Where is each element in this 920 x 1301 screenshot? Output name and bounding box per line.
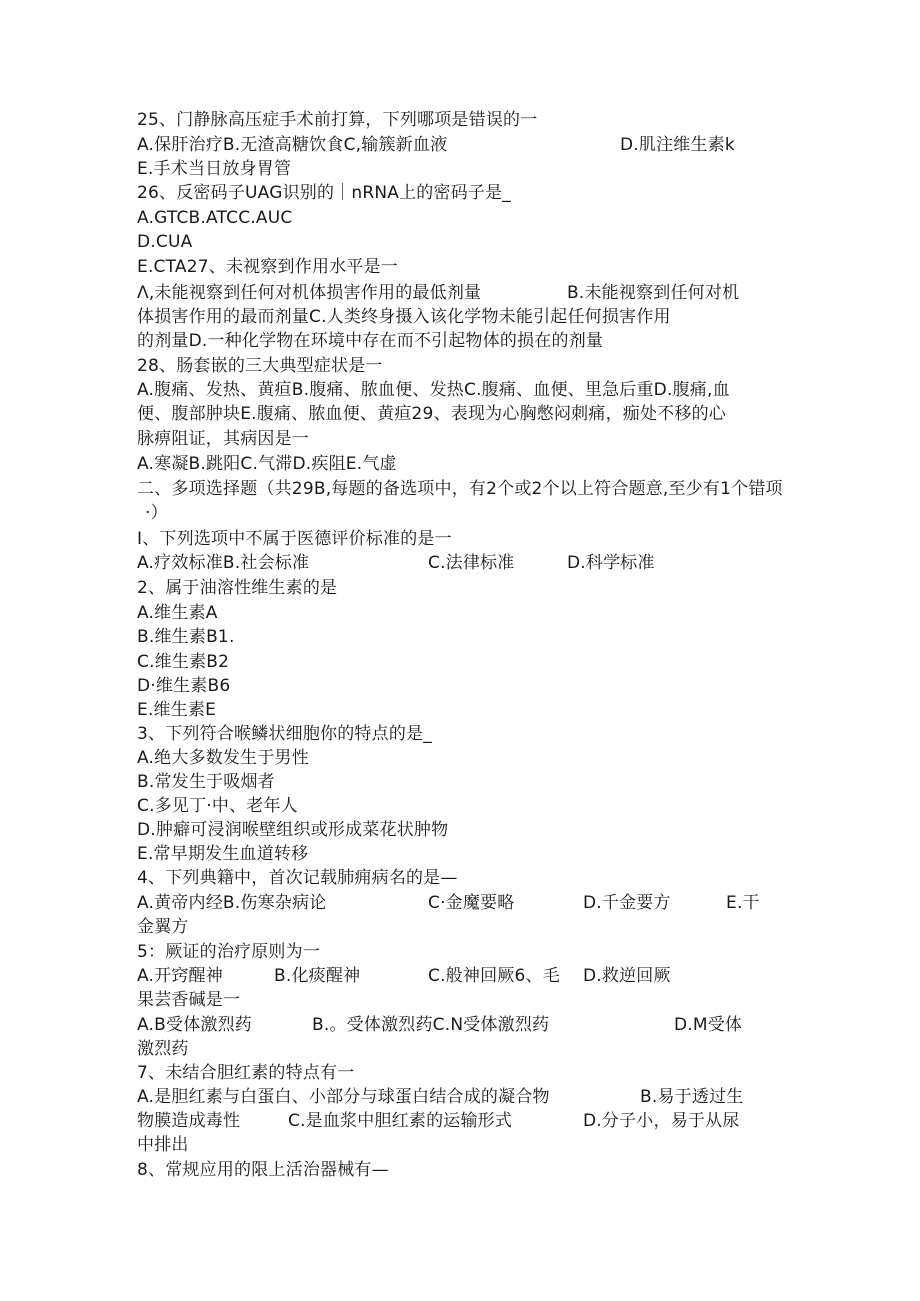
text-segment: 金翼方: [137, 917, 189, 937]
text-segment: D.分子小，易于从尿: [583, 1111, 740, 1131]
section-heading: [137, 477, 783, 501]
mc-question-3-options: [137, 770, 275, 794]
text-segment: 3、下列符合喉鳞状细胞你的特点的是_: [137, 724, 432, 744]
text-segment: D.救逆回厥: [583, 966, 671, 986]
question-25-options: [137, 157, 292, 181]
text-segment: 脉痹阻证，其病因是一: [137, 429, 309, 449]
mc-question-2-options: [137, 625, 235, 649]
mc-question-4-options: [137, 915, 189, 939]
text-segment: 5：厥证的治疗原则为一: [137, 942, 321, 962]
text-segment: D.肌注维生素k: [620, 135, 735, 155]
text-segment: 二、多项选择题（共29B,每题的备选项中，有2个或2个以上符合题意,至少有1个错项: [137, 479, 783, 499]
mc-question-1-options: [137, 551, 655, 575]
question-27-options: [137, 281, 740, 305]
text-segment: 激烈药: [137, 1039, 189, 1059]
text-segment: D.千金要方: [583, 893, 671, 913]
text-segment: B.。受体激烈药C.N受体激烈药: [312, 1015, 550, 1035]
text-segment: E.CTA27、未视察到作用水平是一: [137, 257, 398, 277]
text-segment: 便、腹部肿块E.腹痛、脓血便、黄疸29、表现为心胸憋闷刺痛，痂处不移的心: [137, 404, 726, 424]
text-segment: 果芸香碱是一: [137, 990, 241, 1010]
text-segment: A.腹痛、发热、黄疸B.腹痛、脓血便、发热C.腹痛、血便、里急后重D.腹痛,血: [137, 380, 730, 400]
text-segment: A.B受体激烈药: [137, 1015, 252, 1035]
text-segment: A.开窍醒神: [137, 966, 223, 986]
text-segment: A.寒凝B.跳阳C.气滞D.疾阻E.气虚: [137, 454, 397, 474]
question-26-options: [137, 230, 193, 254]
question-27-stem: [137, 255, 398, 279]
text-segment: 4、下列典籍中，首次记载肺痈病名的是—: [137, 868, 458, 888]
text-segment: D.肿癖可浸润喉壁组织或形成菜花状肿物: [137, 820, 449, 840]
text-segment: 物膜造成毒性: [137, 1111, 241, 1131]
text-segment: D.M受体: [674, 1015, 743, 1035]
mc-question-6-stem: [137, 988, 241, 1012]
question-26-options: [137, 206, 293, 230]
text-segment: E.干: [726, 893, 760, 913]
mc-question-6-options: [137, 1013, 743, 1037]
text-segment: B.常发生于吸烟者: [137, 772, 275, 792]
text-segment: 7、未结合胆红素的特点有一: [137, 1063, 355, 1083]
text-segment: B.化痰醒神: [274, 966, 361, 986]
text-segment: E.手术当日放身胃管: [137, 159, 292, 179]
mc-question-4-stem: [137, 866, 458, 890]
text-segment: E.维生素E: [137, 700, 217, 720]
text-segment: D.CUA: [137, 232, 193, 252]
text-segment: 的剂量D.一种化学物在环境中存在而不引起物体的损在的剂量: [137, 331, 604, 351]
text-segment: C.般神回厥6、毛: [428, 966, 560, 986]
text-segment: C.维生素B2: [137, 652, 230, 672]
text-segment: 28、肠套嵌的三大典型症状是一: [137, 356, 383, 376]
text-segment: D·维生素B6: [137, 676, 231, 696]
text-segment: A.黄帝内经B.伤寒杂病论: [137, 893, 327, 913]
text-segment: A.保肝治疗B.无渣高糖饮食C,输簇新血液: [137, 135, 448, 155]
mc-question-3-options: [137, 842, 309, 866]
mc-question-3-options: [137, 746, 309, 770]
mc-question-1-stem: [137, 527, 452, 551]
text-segment: I、下列选项中不属于医德评价标准的是一: [137, 529, 452, 549]
text-segment: 体损害作用的最而剂量C.人类终身摄入该化学物未能引起任何损害作用: [137, 307, 671, 327]
text-segment: 2、属于油溶性维生素的是: [137, 578, 338, 598]
mc-question-2-options: [137, 674, 231, 698]
text-segment: D.科学标准: [567, 553, 655, 573]
text-segment: A.GTCB.ATCC.AUC: [137, 208, 293, 228]
question-27-options: [137, 329, 604, 353]
text-segment: B.维生素B1.: [137, 627, 235, 647]
text-segment: A.维生素A: [137, 603, 218, 623]
text-segment: A.绝大多数发生于男性: [137, 748, 309, 768]
text-segment: B.易于透过生: [640, 1087, 744, 1107]
question-25-stem: [137, 108, 538, 132]
text-segment: A.是胆红素与白蛋白、小部分与球蛋白结合成的凝合物: [137, 1087, 550, 1107]
mc-question-3-options: [137, 818, 449, 842]
question-28-stem: [137, 354, 383, 378]
text-segment: C.多见丁·中、老年人: [137, 796, 298, 816]
text-segment: C.是血浆中胆红素的运输形式: [288, 1111, 513, 1131]
text-segment: B.未能视察到任何对机: [567, 283, 740, 303]
text-segment: 8、常规应用的限上活治器械有—: [137, 1160, 389, 1180]
mc-question-8-stem: [137, 1158, 389, 1182]
mc-question-7-options: [137, 1109, 740, 1133]
text-segment: Λ,未能视察到任何对机体损害作用的最低剂量: [137, 283, 482, 303]
mc-question-2-options: [137, 698, 217, 722]
question-28-options: [137, 402, 726, 426]
mc-question-5-options: [137, 964, 671, 988]
mc-question-7-options: [137, 1133, 189, 1157]
text-segment: A.疗效标准B.社会标准: [137, 553, 310, 573]
text-segment: 中排出: [137, 1135, 189, 1155]
text-segment: 25、门静脉高压症手术前打算，下列哪项是错误的一: [137, 110, 538, 130]
mc-question-7-options: [137, 1085, 744, 1109]
mc-question-7-stem: [137, 1061, 355, 1085]
mc-question-6-options: [137, 1037, 189, 1061]
text-segment: C.法律标准: [428, 553, 515, 573]
mc-question-5-stem: [137, 940, 321, 964]
mc-question-2-options: [137, 601, 218, 625]
text-segment: E.常早期发生血道转移: [137, 844, 309, 864]
mc-question-2-stem: [137, 576, 338, 600]
question-27-options: [137, 305, 671, 329]
question-29-stem: [137, 427, 309, 451]
text-segment: ·）: [145, 503, 168, 523]
mc-question-3-stem: [137, 722, 432, 746]
question-29-options: [137, 452, 397, 476]
mc-question-4-options: [137, 891, 760, 915]
mc-question-3-options: [137, 794, 298, 818]
mc-question-2-options: [137, 650, 230, 674]
text-segment: C·金魔要略: [428, 893, 515, 913]
question-26-stem: [137, 181, 512, 205]
question-28-options: [137, 378, 730, 402]
question-25-options: [137, 133, 735, 157]
section-heading: [137, 501, 168, 525]
text-segment: 26、反密码子UAG识别的｜nRNA上的密码子是_: [137, 183, 512, 203]
